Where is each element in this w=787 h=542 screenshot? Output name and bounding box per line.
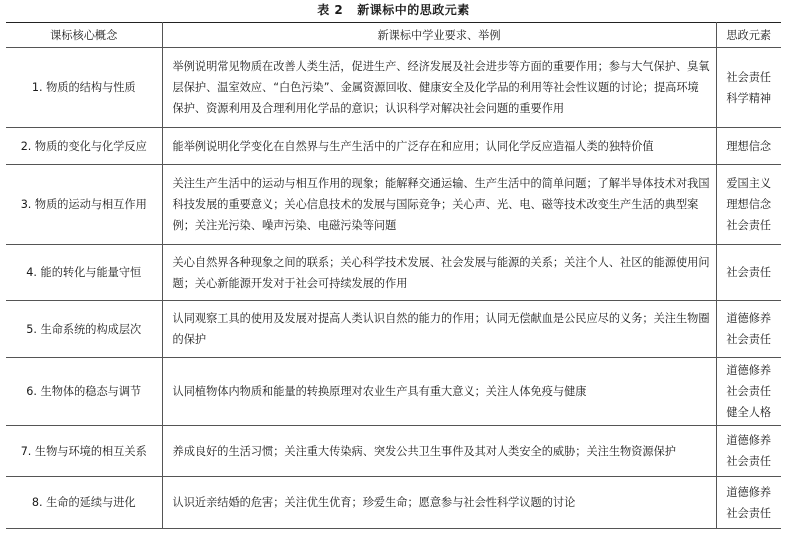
requirement-cell: 养成良好的生活习惯；关注重大传染病、突发公共卫生事件及其对人类安全的威胁；关注生物资源保护 (162, 426, 716, 477)
element-tag: 社会责任 (726, 70, 772, 84)
table-caption (0, 2, 787, 18)
element-tag: 社会责任 (726, 506, 772, 520)
element-cell (716, 426, 781, 477)
element-tag: 社会责任 (726, 385, 772, 398)
concept-cell: 7. 生物与环境的相互关系 (6, 426, 162, 477)
element-tag: 社会责任 (726, 219, 772, 232)
concept-cell: 5. 生命系统的构成层次 (6, 301, 162, 358)
element-cell (716, 301, 781, 358)
concept-cell: 8. 生命的延续与进化 (6, 477, 162, 529)
concept-cell: 4. 能的转化与能量守恒 (6, 245, 162, 301)
table-number: 表 2 (317, 3, 344, 17)
element-tag: 社会责任 (726, 455, 772, 468)
requirement-cell: 举例说明常见物质在改善人类生活，促进生产、经济发展及社会进步等方面的重要作用；参与大气保护、臭氧层保护、温室效应、“白色污染”、金属资源回收、健康安全及化学品的利用等社会性议题的讨论；提高环境保护、资源利用及合理利用化学品的意识；认识科学对解决社会问题的重要作用 (162, 48, 716, 128)
header-concept: 课标核心概念 (6, 23, 162, 48)
element-cell (716, 128, 781, 165)
concept-cell: 3. 物质的运动与相互作用 (6, 165, 162, 245)
requirement-cell: 关心自然界各种现象之间的联系；关心科学技术发展、社会发展与能源的关系；关注个人、社区的能源使用问题；关心新能源开发对于社会可持续发展的作用 (162, 245, 716, 301)
element-cell (716, 358, 781, 426)
element-tag: 道德修养 (726, 364, 772, 377)
header-requirement: 新课标中学业要求、举例 (162, 23, 716, 48)
table-row (6, 426, 781, 477)
element-tag: 道德修养 (726, 434, 772, 447)
concept-cell: 6. 生物体的稳态与调节 (6, 358, 162, 426)
element-tag: 道德修养 (726, 485, 772, 499)
element-cell (716, 245, 781, 301)
requirement-cell: 认同植物体内物质和能量的转换原理对农业生产具有重大意义；关注人体免疫与健康 (162, 358, 716, 426)
element-tag: 社会责任 (726, 266, 772, 279)
header-row (6, 23, 781, 48)
table-row (6, 128, 781, 165)
table-row (6, 48, 781, 128)
requirement-cell: 能举例说明化学变化在自然界与生产生活中的广泛存在和应用；认同化学反应造福人类的独特价值 (162, 128, 716, 165)
requirement-cell: 关注生产生活中的运动与相互作用的现象；能解释交通运输、生产生活中的简单问题；了解半导体技术对我国科技发展的重要意义；关心信息技术的发展与国际竞争；关心声、光、电、磁等技术改变生产生活的典型案例；关注光污染、噪声污染、电磁污染等问题 (162, 165, 716, 245)
element-tag: 科学精神 (726, 91, 772, 105)
ideological-elements-table (6, 22, 781, 529)
element-tag: 社会责任 (726, 333, 772, 346)
concept-cell: 2. 物质的变化与化学反应 (6, 128, 162, 165)
table-row (6, 301, 781, 358)
table-title: 新课标中的思政元素 (357, 3, 470, 17)
element-cell (716, 48, 781, 128)
element-cell (716, 165, 781, 245)
requirement-cell: 认识近亲结婚的危害；关注优生优育；珍爱生命；愿意参与社会性科学议题的讨论 (162, 477, 716, 529)
header-element: 思政元素 (716, 23, 781, 48)
element-cell (716, 477, 781, 529)
table-row (6, 245, 781, 301)
element-tag: 理想信念 (726, 198, 772, 211)
requirement-cell: 认同观察工具的使用及发展对提高人类认识自然的能力的作用；认同无偿献血是公民应尽的义务；关注生物圈的保护 (162, 301, 716, 358)
table-row (6, 165, 781, 245)
table-row (6, 477, 781, 529)
element-tag: 爱国主义 (726, 177, 772, 190)
element-tag: 健全人格 (726, 406, 772, 419)
element-tag: 道德修养 (726, 312, 772, 325)
concept-cell: 1. 物质的结构与性质 (6, 48, 162, 128)
element-tag: 理想信念 (726, 139, 772, 153)
table-row (6, 358, 781, 426)
